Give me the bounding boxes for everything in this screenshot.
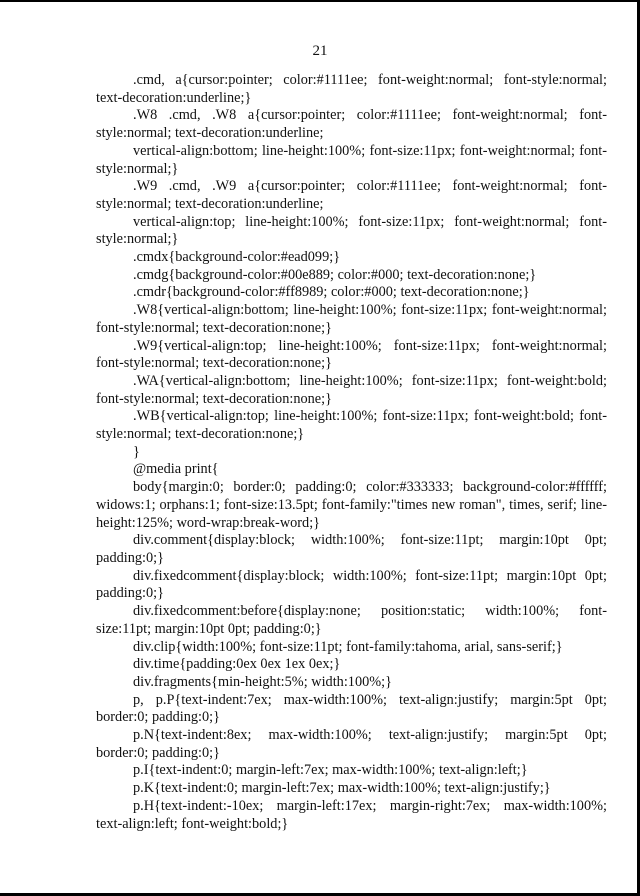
paragraph: .W9 .cmd, .W9 a{cursor:pointer; color:#1111ee; font-weight:normal; font-style:normal; text-decoration:underline; (96, 178, 607, 212)
page-number: 21 (312, 43, 328, 59)
document-body (96, 72, 607, 833)
paragraph: div.fragments{min-height:5%; width:100%;} (133, 673, 392, 690)
paragraph: .cmdg{background-color:#00e889; color:#000; text-decoration:none;} (133, 266, 537, 283)
paragraph: .WB{vertical-align:top; line-height:100%; font-size:11px; font-weight:bold; font-style:normal; text-decoration:none;} (96, 408, 607, 443)
paragraph: .W9{vertical-align:top; line-height:100%; font-size:11px; font-weight:normal; font-style:normal; text-decoration:none;} (96, 337, 607, 372)
paragraph: body{margin:0; border:0; padding:0; color:#333333; background-color:#ffffff; widows:1; orphans:1; font-size:13.5pt; font-family:"times new roman", times, serif; line-height:125%; word-wrap:break-word;} (96, 479, 607, 531)
paragraph: .cmdx{background-color:#ead099;} (133, 249, 341, 266)
scan-border-top (0, 0, 640, 2)
paragraph: div.fixedcomment:before{display:none; position:static; width:100%; font-size:11pt; margin:10pt 0pt; padding:0;} (96, 603, 607, 637)
paragraph: p.K{text-indent:0; margin-left:7ex; max-width:100%; text-align:justify;} (133, 780, 551, 797)
paragraph: .cmdr{background-color:#ff8989; color:#000; text-decoration:none;} (133, 284, 530, 301)
paragraph: p.I{text-indent:0; margin-left:7ex; max-width:100%; text-align:left;} (133, 762, 528, 779)
paragraph: p.N{text-indent:8ex; max-width:100%; text-align:justify; margin:5pt 0pt; border:0; padding:0;} (96, 727, 607, 761)
paragraph: } (133, 443, 140, 460)
paragraph: vertical-align:top; line-height:100%; font-size:11px; font-weight:normal; font-style:normal;} (96, 213, 607, 248)
paragraph: div.fixedcomment{display:block; width:100%; font-size:11pt; margin:10pt 0pt; padding:0;} (96, 567, 607, 602)
paragraph: div.time{padding:0ex 0ex 1ex 0ex;} (133, 656, 341, 673)
paragraph: .W8 .cmd, .W8 a{cursor:pointer; color:#1111ee; font-weight:normal; font-style:normal; text-decoration:underline; (96, 107, 607, 142)
paragraph: .W8{vertical-align:bottom; line-height:100%; font-size:11px; font-weight:normal; font-style:normal; text-decoration:none;} (96, 302, 607, 336)
paragraph: .WA{vertical-align:bottom; line-height:100%; font-size:11px; font-weight:bold; font-style:normal; text-decoration:none;} (96, 372, 607, 407)
paragraph: .cmd, a{cursor:pointer; color:#1111ee; font-weight:normal; font-style:normal; text-decoration:underline;} (96, 72, 607, 106)
paragraph: @media print{ (133, 461, 219, 478)
paragraph: p.H{text-indent:-10ex; margin-left:17ex; margin-right:7ex; max-width:100%; text-align:left; font-weight:bold;} (96, 797, 607, 832)
paragraph: div.clip{width:100%; font-size:11pt; font-family:tahoma, arial, sans-serif;} (133, 638, 563, 655)
paragraph: vertical-align:bottom; line-height:100%; font-size:11px; font-weight:normal; font-style:normal;} (96, 142, 607, 177)
paragraph: p, p.P{text-indent:7ex; max-width:100%; text-align:justify; margin:5pt 0pt; border:0; padding:0;} (96, 691, 607, 726)
paragraph: div.comment{display:block; width:100%; font-size:11pt; margin:10pt 0pt; padding:0;} (96, 532, 607, 566)
